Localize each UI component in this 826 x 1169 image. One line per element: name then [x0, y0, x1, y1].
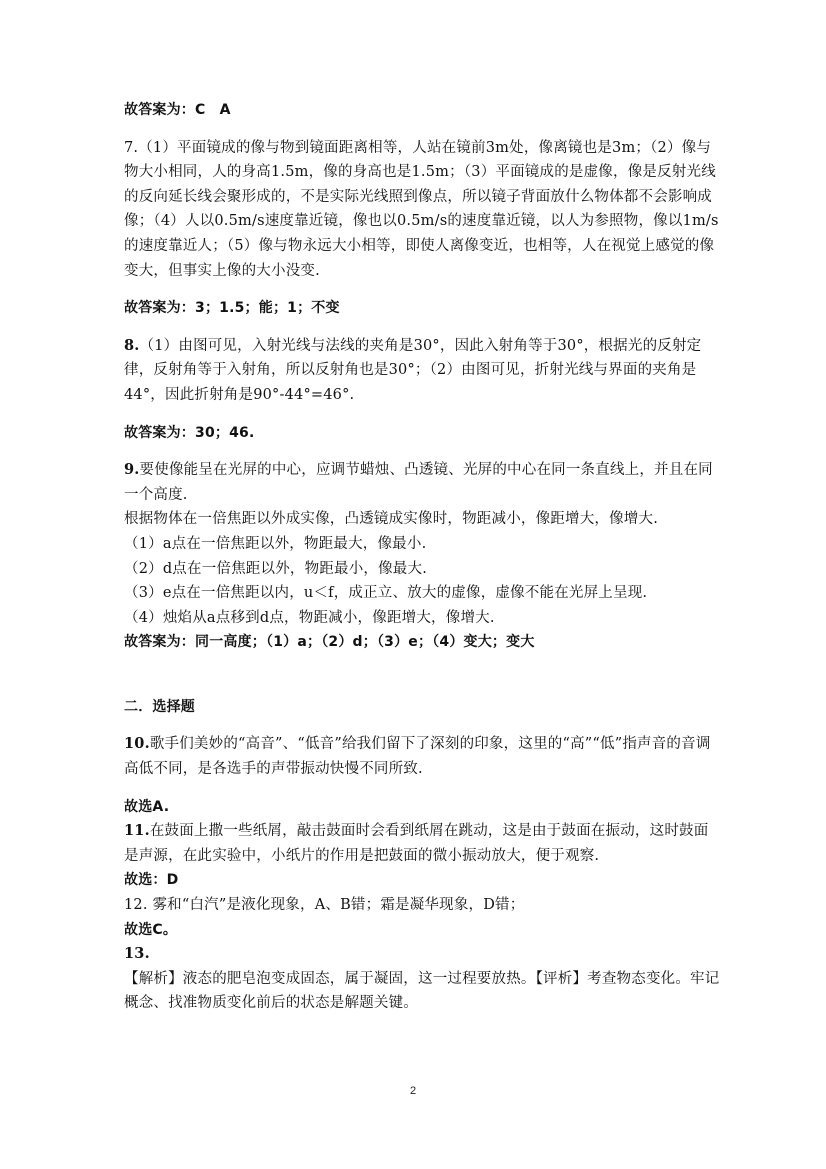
question-9-line-6: （4）烛焰从a点移到d点，物距减小，像距增大，像增大.: [124, 609, 495, 626]
question-9-number: 9.: [124, 461, 140, 479]
question-13-number: 13.: [124, 945, 150, 963]
question-10-solution: [124, 732, 720, 781]
question-10-number: 10.: [124, 735, 150, 753]
question-12-solution: 12. 雾和“白汽”是液化现象，A、B错；霜是凝华现象，D错；: [124, 897, 525, 914]
page-number: 2: [409, 1085, 417, 1097]
question-11-number: 11.: [124, 822, 150, 840]
answer-9: 故答案为：同一高度；（1）a；（2）d；（3）e；（4）变大；变大: [124, 634, 535, 651]
question-8-solution: [124, 334, 720, 408]
answer-6: 故答案为：C A: [124, 102, 231, 118]
question-9-line-2: 根据物体在一倍焦距以外成实像，凸透镜成实像时，物距减小，像距增大，像增大.: [124, 511, 659, 528]
section-heading-choice: 二．选择题: [124, 698, 195, 715]
answer-10: 故选A.: [124, 798, 170, 815]
question-8-text: （1）由图可见，入射光线与法线的夹角是30°，因此入射角等于30°，根据光的反射定律，反射角等于入射角，所以反射角也是30°；（2）由图可见，折射光线与界面的夹角是44°，因此折射角是90°-44°=46°.: [124, 337, 702, 403]
question-11-solution: [124, 819, 720, 868]
answer-8: 故答案为：30；46.: [124, 424, 255, 441]
question-9-text: 要使像能呈在光屏的中心，应调节蜡烛、凸透镜、光屏的中心在同一条直线上，并且在同一个高度.: [124, 462, 713, 503]
page-content: [124, 98, 720, 1016]
question-9-solution: [124, 458, 720, 507]
question-10-text: 歌手们美妙的“高音”、“低音”给我们留下了深刻的印象，这里的“高”“低”指声音的音调高低不同，是各选手的声带振动快慢不同所致.: [124, 736, 711, 778]
question-8-number: 8.: [124, 336, 140, 354]
question-7-solution: 7.（1）平面镜成的像与物到镜面距离相等，人站在镜前3m处，像离镜也是3m；（2）像与物大小相同，人的身高1.5m，像的身高也是1.5m；（3）平面镜成的是虚像，像是反射光线的反向延长线会聚形成的，不是实际光线照到像点，所以镜子背面放什么物体都不会影响成像；（4）人以0.5m/s速度靠近镜，像也以0.5m/s的速度靠近镜，以人为参照物，像以1m/s的速度靠近人；（5）像与物永远大小相等，即使人离像变近，也相等，人在视觉上感觉的像变大，但事实上像的大小没变.: [124, 139, 719, 279]
answer-11: 故选：D: [124, 872, 179, 889]
question-9-line-5: （3）e点在一倍焦距以内，u＜f，成正立、放大的虚像，虚像不能在光屏上呈现.: [124, 585, 648, 602]
question-9-line-3: （1）a点在一倍焦距以外，物距最大，像最小.: [124, 535, 427, 552]
question-9-line-4: （2）d点在一倍焦距以外，物距最小，像最大.: [124, 560, 428, 577]
answer-7: 故答案为：3；1.5；能；1；不变: [124, 300, 340, 317]
question-13-solution: 【解析】液态的肥皂泡变成固态，属于凝固，这一过程要放热。【评析】考查物态变化。牢记概念、找准物质变化前后的状态是解题关键。: [124, 970, 720, 1012]
answer-12: 故选C。: [124, 921, 178, 938]
question-11-text: 在鼓面上撒一些纸屑，敲击鼓面时会看到纸屑在跳动，这是由于鼓面在振动，这时鼓面是声源，在此实验中，小纸片的作用是把鼓面的微小振动放大，便于观察.: [124, 823, 709, 864]
